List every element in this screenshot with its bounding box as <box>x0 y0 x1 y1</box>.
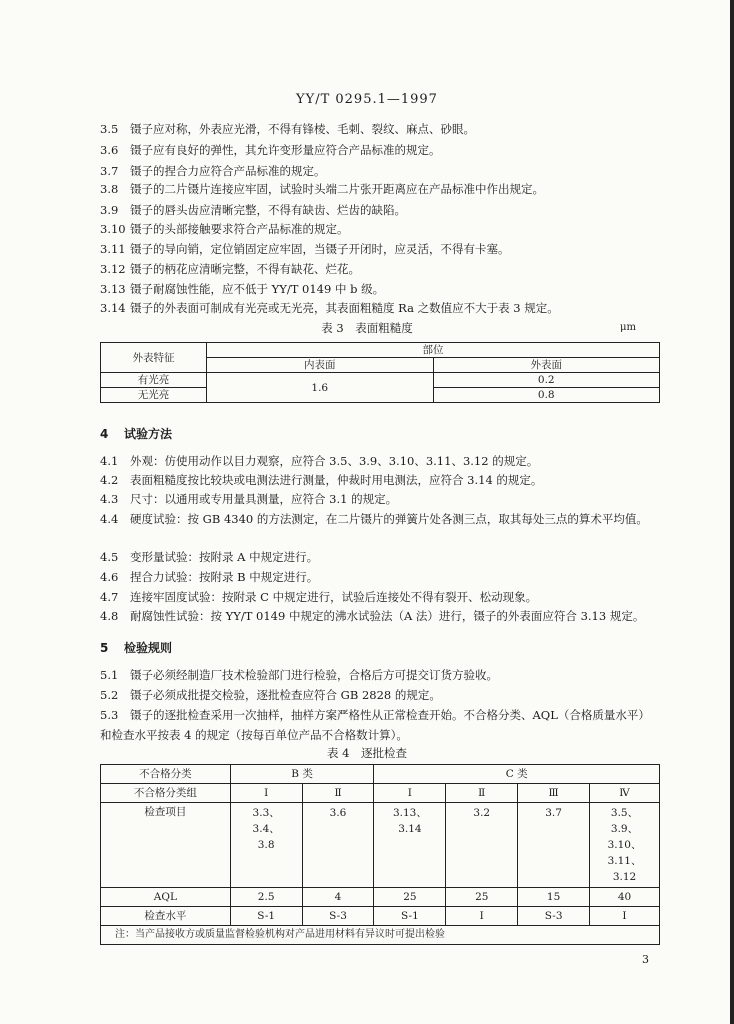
table4-items-cell: 3.5、 3.9、 3.10、 3.11、 3.12 <box>590 803 660 888</box>
table4-aql: 25 <box>374 888 446 907</box>
table4-group: Ⅲ <box>518 784 590 803</box>
table4-label-class: 不合格分类 <box>101 765 231 784</box>
table4-items-cell: 3.6 <box>302 803 374 888</box>
table4-caption: 表 4 逐批检查 <box>327 746 407 760</box>
table3-unit: μm <box>620 322 636 333</box>
table4-aql: 4 <box>302 888 374 907</box>
scan-edge <box>730 0 734 1024</box>
clause-3-8: 3.8 镊子的二片镊片连接应牢固，试验时头端二片张开距离应在产品标准中作出规定。 <box>100 182 544 196</box>
table4-items-cell: 3.13、 3.14 <box>374 803 446 888</box>
table4-aql: 40 <box>590 888 660 907</box>
clause-5-2: 5.2 镊子必须成批提交检验，逐批检查应符合 GB 2828 的规定。 <box>100 688 441 702</box>
clause-4-2: 4.2 表面粗糙度按比较块或电测法进行测量，仲裁时用电测法，应符合 3.14 的规定。 <box>100 473 543 487</box>
table-3-surface-roughness <box>100 342 660 403</box>
table4-group: Ⅳ <box>590 784 660 803</box>
table4-class-c: C 类 <box>374 765 660 784</box>
table3-head-inner: 内表面 <box>207 358 434 373</box>
table4-level: S-1 <box>230 907 302 926</box>
table4-class-b: B 类 <box>230 765 374 784</box>
clause-3-10: 3.10 镊子的头部接触要求符合产品标准的规定。 <box>100 222 349 236</box>
table3-head-part: 部位 <box>207 343 660 358</box>
clause-3-14: 3.14 镊子的外表面可制成有光亮或无光亮，其表面粗糙度 Ra 之数值应不大于表 3 规定。 <box>100 301 559 315</box>
table4-label-group: 不合格分类组 <box>101 784 231 803</box>
clause-4-8: 4.8 耐腐蚀性试验：按 YY/T 0149 中规定的沸水试验法（A 法）进行，镊子的外表面应符合 3.13 规定。 <box>100 609 645 623</box>
clause-3-6: 3.6 镊子应有良好的弹性，其允许变形量应符合产品标准的规定。 <box>100 143 441 157</box>
clause-3-12: 3.12 镊子的柄花应清晰完整，不得有缺花、烂花。 <box>100 262 360 276</box>
table-4-batch-inspection <box>100 764 660 945</box>
clause-4-7: 4.7 连接牢固度试验：按附录 C 中规定进行，试验后连接处不得有裂开、松动现象。 <box>100 590 538 604</box>
clause-3-11: 3.11 镊子的导向销，定位销固定应牢固，当镊子开闭时，应灵活，不得有卡塞。 <box>100 242 510 256</box>
section-5-heading: 5 检验规则 <box>100 641 173 655</box>
table4-label-aql: AQL <box>101 888 231 907</box>
table4-level: S-3 <box>518 907 590 926</box>
table4-group: Ⅱ <box>302 784 374 803</box>
table4-aql: 15 <box>518 888 590 907</box>
table4-level: Ⅰ <box>590 907 660 926</box>
page-number: 3 <box>642 953 649 966</box>
table4-level: Ⅰ <box>446 907 518 926</box>
table4-label-level: 检查水平 <box>101 907 231 926</box>
table4-group: Ⅱ <box>446 784 518 803</box>
table4-label-items: 检查项目 <box>101 803 231 888</box>
clause-4-4: 4.4 硬度试验：按 GB 4340 的方法测定，在二片镊片的弹簧片处各测三点，取其每处三点的算术平均值。 <box>100 512 648 526</box>
table4-items-cell: 3.2 <box>446 803 518 888</box>
table4-level: S-3 <box>302 907 374 926</box>
clause-3-5: 3.5 镊子应对称，外表应光滑，不得有锋棱、毛刺、裂纹、麻点、砂眼。 <box>100 122 475 136</box>
table3-row-feature: 无光亮 <box>101 388 207 403</box>
table4-aql: 25 <box>446 888 518 907</box>
table4-group: Ⅰ <box>230 784 302 803</box>
clause-3-13: 3.13 镊子耐腐蚀性能，应不低于 YY/T 0149 中 b 级。 <box>100 282 385 296</box>
table4-aql: 2.5 <box>230 888 302 907</box>
clause-4-5: 4.5 变形量试验：按附录 A 中规定进行。 <box>100 550 319 564</box>
table3-row-feature: 有光亮 <box>101 373 207 388</box>
clause-4-1: 4.1 外观：仿使用动作以目力观察，应符合 3.5、3.9、3.10、3.11、3.12 的规定。 <box>100 454 539 468</box>
clause-3-9: 3.9 镊子的唇头齿应清晰完整，不得有缺齿、烂齿的缺陷。 <box>100 203 406 217</box>
table3-inner-value: 1.6 <box>207 373 434 403</box>
table4-level: S-1 <box>374 907 446 926</box>
table3-row-outer: 0.8 <box>433 388 660 403</box>
table3-caption: 表 3 表面粗糙度 <box>321 321 413 335</box>
section-4-heading: 4 试验方法 <box>100 427 173 441</box>
table4-note: 注：当产品接收方或质量监督检验机构对产品进用材料有异议时可提出检验 <box>101 926 660 945</box>
table3-head-feature: 外表特征 <box>101 343 207 373</box>
table4-items-cell: 3.3、 3.4、 3.8 <box>230 803 302 888</box>
table3-row-outer: 0.2 <box>433 373 660 388</box>
table4-group: Ⅰ <box>374 784 446 803</box>
table3-head-outer: 外表面 <box>433 358 660 373</box>
document-number: YY/T 0295.1—1997 <box>296 92 438 107</box>
clause-4-6: 4.6 捏合力试验：按附录 B 中规定进行。 <box>100 570 319 584</box>
clause-3-7: 3.7 镊子的捏合力应符合产品标准的规定。 <box>100 164 326 178</box>
clause-5-3: 5.3 镊子的逐批检查采用一次抽样，抽样方案严格性从正常检查开始。不合格分类、AQL（合格质量水平）和检查水平按表 4 的规定（按每百单位产品不合格数计算）。 <box>100 708 650 742</box>
table4-items-cell: 3.7 <box>518 803 590 888</box>
clause-5-1: 5.1 镊子必须经制造厂技术检验部门进行检验，合格后方可提交订货方验收。 <box>100 668 498 682</box>
clause-4-3: 4.3 尺寸：以通用或专用量具测量，应符合 3.1 的规定。 <box>100 492 398 506</box>
